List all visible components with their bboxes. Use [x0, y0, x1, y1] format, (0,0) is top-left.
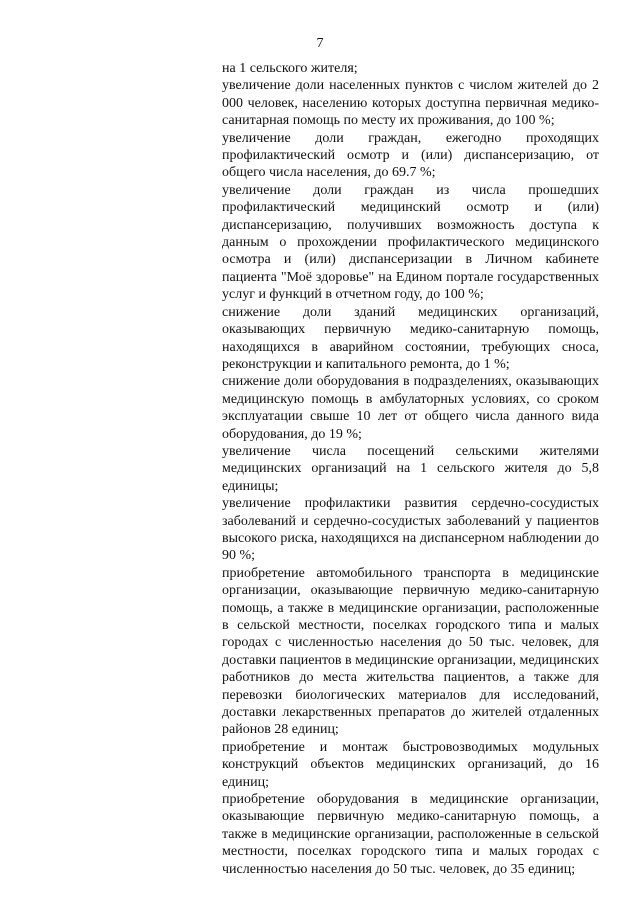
paragraph-10: приобретение и монтаж быстровозводимых модульных конструкций объектов медицинских организаций, до 16 единиц; — [222, 739, 599, 790]
paragraph-3: увеличение доли граждан, ежегодно проходящих профилактический осмотр и (или) диспансеризацию, от общего числа населения, до 69.7 %; — [222, 130, 599, 181]
paragraph-6: снижение доли оборудования в подразделениях, оказывающих медицинскую помощь в амбулаторных условиях, со сроком эксплуатации свыше 10 лет от общего числа данного вида оборудования, до 19 %; — [222, 374, 599, 442]
paragraph-11: приобретение оборудования в медицинские организации, оказывающие первичную медико-санитарную помощь, а также в медицинские организации, расположенные в сельской местности, поселках городского типа и малых городах с численностью населения до 50 тыс. человек, до 35 единиц; — [222, 792, 599, 877]
paragraph-7: увеличение числа посещений сельскими жителями медицинских организаций на 1 сельского жителя до 5,8 единицы; — [222, 443, 599, 494]
page-number: 7 — [316, 36, 324, 51]
paragraph-1: на 1 сельского жителя; — [222, 61, 358, 76]
paragraph-9: приобретение автомобильного транспорта в медицинские организации, оказывающие первичную медико-санитарную помощь, а также в медицинские организации, расположенные в сельской местности, поселках городского типа и малых городах с численностью населения до 50 тыс. человек, для доставки пациентов в медицинские организации, медицинских работников до места жительства пациентов, а также для перевозки биологических материалов для исследований, доставки лекарственных препаратов до жителей отдаленных районов 28 единиц; — [222, 565, 599, 738]
document-body — [222, 60, 599, 878]
paragraph-5: снижение доли зданий медицинских организаций, оказывающих первичную медико-санитарную помощь, находящихся в аварийном состоянии, требующих сноса, реконструкции и капитального ремонта, до 1 %; — [222, 304, 599, 372]
paragraph-8: увеличение профилактики развития сердечно-сосудистых заболеваний и сердечно-сосудистых заболеваний у пациентов высокого риска, находящихся на диспансерном наблюдении до 90 %; — [222, 496, 599, 564]
paragraph-2: увеличение доли населенных пунктов с числом жителей до 2 000 человек, населению которых доступна первичная медико-санитарная помощь по месту их проживания, до 100 %; — [222, 78, 599, 129]
paragraph-4: увеличение доли граждан из числа прошедших профилактический медицинский осмотр и (или) диспансеризацию, получивших возможность доступа к данным о прохождении профилактического медицинского осмотра и (или) диспансеризации в Личном кабинете пациента "Моё здоровье" на Едином портале государственных услуг и функций в отчетном году, до 100 %; — [222, 182, 599, 303]
